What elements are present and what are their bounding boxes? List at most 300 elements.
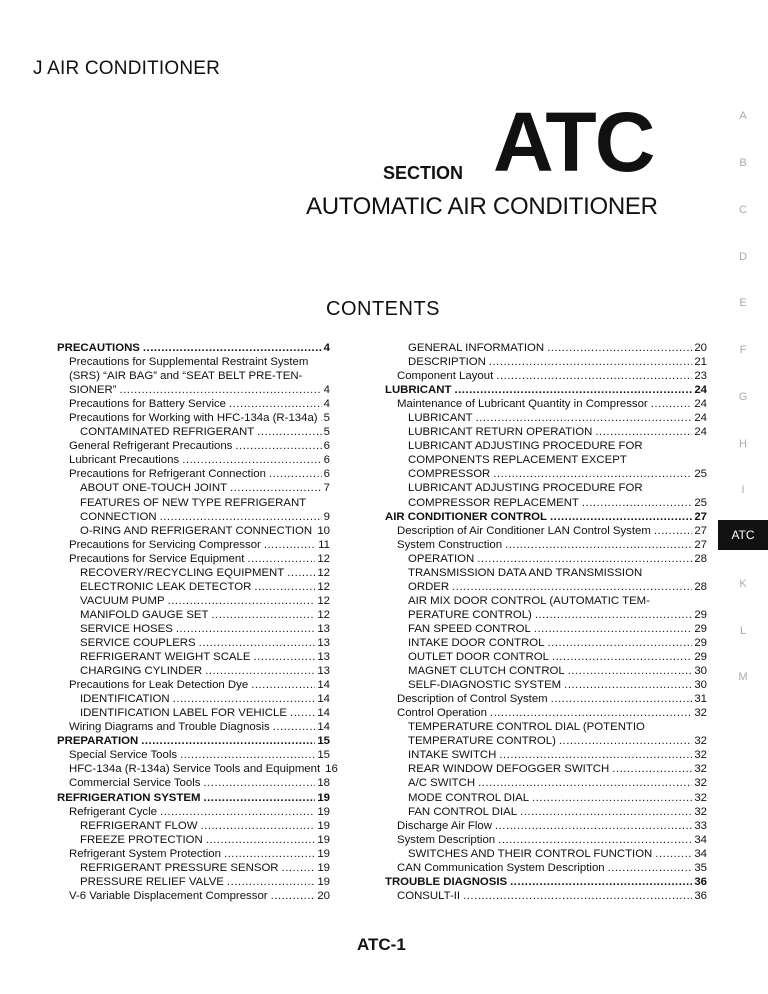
dot-leader	[269, 467, 322, 481]
toc-page-number: 36	[694, 889, 707, 902]
toc-entry-text: SIONER”	[69, 384, 117, 397]
section-tab-d[interactable]: D	[739, 251, 747, 263]
toc-entry-text: OPERATION	[408, 552, 475, 565]
toc-entry-row	[69, 538, 330, 552]
dot-leader	[173, 692, 316, 706]
toc-entry-text: Precautions for Service Equipment	[69, 552, 245, 565]
toc-page-number: 27	[694, 510, 707, 523]
toc-entry[interactable]	[57, 720, 330, 734]
toc-page-number: 21	[694, 356, 707, 369]
toc-entry-row	[408, 355, 707, 369]
toc-entry[interactable]	[57, 861, 330, 875]
toc-entry-text: CAN Communication System Description	[397, 861, 605, 874]
toc-page-number: 31	[694, 693, 707, 706]
toc-page-number: 33	[694, 819, 707, 832]
toc-page-number: 6	[323, 440, 330, 453]
toc-entry-text: PREPARATION	[57, 735, 139, 748]
dot-leader	[282, 861, 316, 875]
toc-entry[interactable]	[57, 650, 330, 664]
dot-leader	[235, 439, 321, 453]
dot-leader	[254, 580, 315, 594]
toc-entry[interactable]	[385, 622, 707, 636]
toc-entry-text: CONNECTION	[80, 510, 157, 523]
dot-leader	[203, 776, 315, 790]
toc-page-number: 36	[694, 875, 707, 888]
dot-leader	[229, 397, 322, 411]
toc-entry[interactable]	[385, 566, 707, 594]
toc-page-number: 19	[317, 791, 330, 804]
section-tab-f[interactable]: F	[739, 344, 747, 356]
dot-leader	[534, 622, 693, 636]
toc-page-number: 30	[694, 679, 707, 692]
toc-entry-row	[69, 552, 330, 566]
toc-entry[interactable]	[57, 734, 330, 748]
toc-page-number: 29	[694, 608, 707, 621]
toc-entry-row	[80, 875, 330, 889]
toc-entry-row	[69, 383, 330, 397]
toc-entry[interactable]	[57, 776, 330, 790]
toc-page-number: 14	[317, 679, 330, 692]
toc-entry-text: IDENTIFICATION LABEL FOR VEHICLE	[80, 707, 287, 720]
toc-entry-text: MANIFOLD GAUGE SET	[80, 608, 209, 621]
toc-entry-text: REFRIGERATION SYSTEM	[57, 791, 201, 804]
dot-leader	[206, 833, 316, 847]
toc-page-number: 14	[317, 693, 330, 706]
toc-entry-text: REFRIGERANT WEIGHT SCALE	[80, 651, 251, 664]
toc-entry[interactable]	[57, 847, 330, 861]
toc-entry[interactable]	[385, 748, 707, 762]
toc-entry[interactable]	[385, 875, 707, 889]
section-tab-c[interactable]: C	[739, 204, 747, 216]
toc-page-number: 32	[694, 707, 707, 720]
toc-entry-text: SWITCHES AND THEIR CONTROL FUNCTION	[408, 847, 653, 860]
toc-page-number: 11	[318, 538, 330, 551]
toc-entry[interactable]	[57, 608, 330, 622]
toc-entry[interactable]	[385, 706, 707, 720]
toc-entry-text: SERVICE COUPLERS	[80, 636, 196, 649]
toc-page-number: 12	[317, 608, 330, 621]
toc-entry[interactable]	[57, 580, 330, 594]
toc-entry-text: MODE CONTROL DIAL	[408, 791, 530, 804]
toc-page-number: 35	[694, 861, 707, 874]
toc-entry-text: COMPRESSOR REPLACEMENT	[408, 496, 579, 509]
toc-entry[interactable]	[57, 664, 330, 678]
toc-entry-text: Precautions for Refrigerant Connection	[69, 468, 266, 481]
toc-entry[interactable]	[385, 636, 707, 650]
toc-page-number: 6	[323, 468, 330, 481]
toc-page-number: 12	[317, 566, 330, 579]
section-tab-i[interactable]: I	[741, 484, 745, 496]
dot-leader	[520, 805, 692, 819]
toc-entry[interactable]	[385, 678, 707, 692]
toc-entry[interactable]	[385, 538, 707, 552]
toc-page-number: 16	[325, 763, 338, 776]
toc-entry-row	[80, 664, 330, 678]
toc-entry-row	[80, 566, 330, 580]
toc-entry-row	[408, 580, 707, 594]
dot-leader	[548, 636, 693, 650]
toc-entry[interactable]	[385, 383, 707, 397]
toc-page-number: 4	[323, 398, 330, 411]
dot-leader	[247, 552, 315, 566]
toc-page-number: 20	[317, 889, 330, 902]
dot-leader	[143, 341, 322, 355]
toc-entry-row	[69, 762, 338, 776]
toc-entry-text: REAR WINDOW DEFOGGER SWITCH	[408, 763, 610, 776]
toc-entry-row	[69, 805, 330, 819]
toc-entry-text: IDENTIFICATION	[80, 693, 170, 706]
toc-entry[interactable]	[385, 425, 707, 439]
toc-entry[interactable]	[57, 411, 330, 425]
toc-entry-text: TEMPERATURE CONTROL)	[408, 735, 556, 748]
dot-leader	[552, 650, 692, 664]
toc-page-number: 14	[317, 707, 330, 720]
toc-page-number: 32	[694, 763, 707, 776]
toc-entry-text: O-RING AND REFRIGERANT CONNECTION	[80, 524, 313, 537]
toc-entry-text: Commercial Service Tools	[69, 777, 201, 790]
toc-entry[interactable]	[385, 650, 707, 664]
toc-entry-text: Precautions for Working with HFC-134a (R-134a)	[69, 412, 318, 425]
dot-leader	[205, 664, 315, 678]
toc-entry-text: TRANSMISSION DATA AND TRANSMISSION	[408, 566, 643, 579]
toc-entry[interactable]	[385, 720, 707, 748]
toc-entry[interactable]	[385, 355, 707, 369]
section-tab-m[interactable]: M	[738, 671, 748, 683]
toc-page-number: 24	[694, 384, 707, 397]
toc-page-number: 5	[323, 412, 330, 425]
section-tab-a[interactable]: A	[739, 110, 747, 122]
toc-left-column	[57, 341, 338, 903]
toc-page-number: 30	[694, 665, 707, 678]
dot-leader	[550, 510, 692, 524]
toc-entry[interactable]	[57, 636, 330, 650]
toc-entry-row	[408, 636, 707, 650]
toc-entry[interactable]	[57, 524, 330, 538]
toc-entry[interactable]	[385, 552, 707, 566]
toc-entry-text: ABOUT ONE-TOUCH JOINT	[80, 482, 228, 495]
toc-page-number: 29	[694, 622, 707, 635]
dot-leader	[478, 776, 692, 790]
toc-entry[interactable]	[57, 467, 330, 481]
toc-entry[interactable]	[385, 397, 707, 411]
toc-page-number: 32	[694, 777, 707, 790]
toc-entry-row	[408, 467, 707, 481]
toc-entry-text: Refrigerant Cycle	[69, 805, 157, 818]
toc-entry-row	[69, 678, 330, 692]
toc-entry[interactable]	[57, 496, 330, 524]
toc-entry[interactable]	[385, 692, 707, 706]
toc-page-number: 32	[694, 735, 707, 748]
toc-entry-text: FAN CONTROL DIAL	[408, 805, 518, 818]
toc-entry[interactable]	[57, 889, 330, 903]
section-code: ATC	[493, 95, 654, 189]
toc-page-number: 19	[317, 819, 330, 832]
toc-entry-text: REFRIGERANT PRESSURE SENSOR	[80, 861, 279, 874]
toc-page-number: 6	[323, 454, 330, 467]
toc-entry-row	[397, 692, 707, 706]
dot-leader	[595, 425, 692, 439]
toc-entry[interactable]	[57, 594, 330, 608]
toc-entry-row	[80, 510, 330, 524]
dot-leader	[498, 833, 692, 847]
toc-entry-row	[408, 425, 707, 439]
toc-entry-row	[397, 538, 707, 552]
toc-entry[interactable]	[57, 875, 330, 889]
toc-entry-row	[69, 439, 330, 453]
toc-entry-text: General Refrigerant Precautions	[69, 440, 233, 453]
toc-entry-row	[385, 383, 707, 397]
toc-entry-text: TEMPERATURE CONTROL DIAL (POTENTIO	[408, 721, 645, 734]
toc-entry-row	[80, 425, 330, 439]
dot-leader	[201, 819, 316, 833]
toc-entry[interactable]	[57, 566, 330, 580]
toc-entry[interactable]	[385, 481, 707, 509]
toc-entry-row	[80, 650, 330, 664]
toc-entry[interactable]	[57, 762, 338, 776]
toc-entry[interactable]	[57, 819, 330, 833]
dot-leader	[499, 748, 692, 762]
toc-page-number: 5	[323, 426, 330, 439]
toc-entry-row	[408, 805, 707, 819]
toc-page-number: 12	[317, 594, 330, 607]
toc-entry-text: INTAKE DOOR CONTROL	[408, 636, 545, 649]
toc-entry[interactable]	[57, 425, 330, 439]
section-tab-b[interactable]: B	[739, 157, 747, 169]
toc-page-number: 24	[694, 398, 707, 411]
toc-page-number: 19	[317, 875, 330, 888]
toc-entry-row	[385, 875, 707, 889]
toc-entry-row	[69, 453, 330, 467]
dot-leader	[477, 552, 692, 566]
toc-entry-text: MAGNET CLUTCH CONTROL	[408, 665, 565, 678]
toc-entry-text: CONSULT-II	[397, 889, 461, 902]
section-label: SECTION	[383, 163, 464, 183]
dot-leader	[532, 791, 692, 805]
toc-entry[interactable]	[385, 791, 707, 805]
section-tab-l[interactable]: L	[739, 625, 747, 637]
dot-leader	[489, 355, 692, 369]
toc-page-number: 13	[317, 622, 330, 635]
toc-entry-row	[57, 734, 330, 748]
section-tab-e[interactable]: E	[739, 297, 747, 309]
toc-page-number: 32	[694, 791, 707, 804]
toc-entry-row	[80, 622, 330, 636]
dot-leader	[547, 341, 692, 355]
toc-entry-text: RECOVERY/RECYCLING EQUIPMENT	[80, 566, 285, 579]
toc-page-number: 19	[317, 805, 330, 818]
dot-leader	[180, 748, 315, 762]
dot-leader	[612, 762, 692, 776]
dot-leader	[608, 861, 693, 875]
toc-entry[interactable]	[57, 706, 330, 720]
toc-page-number: 19	[317, 847, 330, 860]
toc-page-number: 24	[694, 412, 707, 425]
toc-entry[interactable]	[385, 833, 707, 847]
toc-entry-row	[408, 734, 707, 748]
toc-entry-text: Component Layout	[397, 370, 494, 383]
toc-entry-row	[80, 861, 330, 875]
toc-entry[interactable]	[385, 762, 707, 776]
toc-entry-row	[408, 650, 707, 664]
toc-entry[interactable]	[385, 861, 707, 875]
section-tab-k[interactable]: K	[739, 578, 747, 590]
toc-entry-text: Discharge Air Flow	[397, 819, 492, 832]
toc-entry[interactable]	[385, 341, 707, 355]
toc-entry[interactable]	[385, 524, 707, 538]
toc-entry[interactable]	[57, 341, 330, 355]
toc-entry[interactable]	[385, 889, 707, 903]
toc-entry-row	[397, 369, 707, 383]
dot-leader	[655, 847, 692, 861]
toc-page-number: 25	[694, 468, 707, 481]
toc-entry-row	[408, 622, 707, 636]
toc-entry-text: Wiring Diagrams and Trouble Diagnosis	[69, 721, 270, 734]
toc-entry-row	[80, 481, 330, 495]
toc-page-number: 20	[694, 342, 707, 354]
toc-entry-text: Precautions for Servicing Compressor	[69, 538, 261, 551]
toc-entry[interactable]	[57, 622, 330, 636]
toc-entry[interactable]	[57, 439, 330, 453]
toc-entry[interactable]	[57, 355, 330, 397]
dot-leader	[476, 411, 693, 425]
toc-entry[interactable]	[385, 411, 707, 425]
toc-entry[interactable]	[57, 833, 330, 847]
toc-page-number: 23	[694, 370, 707, 383]
section-title: AUTOMATIC AIR CONDITIONER	[306, 193, 658, 220]
dot-leader	[257, 425, 321, 439]
toc-entry[interactable]	[385, 439, 707, 481]
toc-entry[interactable]	[57, 805, 330, 819]
dot-leader	[564, 678, 692, 692]
toc-entry[interactable]	[57, 552, 330, 566]
toc-entry[interactable]	[385, 664, 707, 678]
toc-entry[interactable]	[57, 692, 330, 706]
toc-entry-text: REFRIGERANT FLOW	[80, 819, 198, 832]
toc-entry[interactable]	[385, 805, 707, 819]
toc-entry-text: PRESSURE RELIEF VALVE	[80, 875, 224, 888]
toc-entry-text: FEATURES OF NEW TYPE REFRIGERANT	[80, 496, 307, 509]
toc-entry[interactable]	[385, 776, 707, 790]
toc-page-number: 29	[694, 636, 707, 649]
toc-entry-text: Precautions for Battery Service	[69, 398, 227, 411]
dot-leader	[495, 819, 692, 833]
dot-leader	[160, 510, 322, 524]
toc-page-number: 34	[694, 833, 707, 846]
toc-entry[interactable]	[57, 678, 330, 692]
toc-entry-row	[408, 678, 707, 692]
toc-entry-row	[397, 889, 707, 903]
toc-entry-row	[397, 397, 707, 411]
toc-entry-row	[397, 861, 707, 875]
toc-entry-row	[408, 411, 707, 425]
dot-leader	[224, 847, 315, 861]
toc-entry[interactable]	[385, 510, 707, 524]
toc-entry-text: DESCRIPTION	[408, 356, 486, 369]
dot-leader	[203, 791, 315, 805]
toc-page-number: 15	[317, 735, 330, 748]
toc-entry-row	[408, 791, 707, 805]
toc-entry-row	[397, 706, 707, 720]
toc-entry-text: Precautions for Supplemental Restraint System	[69, 356, 309, 369]
toc-entry-row	[80, 636, 330, 650]
toc-entry-row	[69, 776, 330, 790]
toc-entry-text: OUTLET DOOR CONTROL	[408, 651, 549, 664]
toc-entry-row	[397, 524, 707, 538]
toc-entry[interactable]	[385, 369, 707, 383]
toc-entry-text: HFC-134a (R-134a) Service Tools and Equipment	[69, 763, 321, 776]
section-tab-g[interactable]: G	[738, 391, 748, 403]
toc-entry-row	[80, 594, 330, 608]
toc-page-number: 19	[317, 833, 330, 846]
toc-entry-row	[408, 762, 707, 776]
toc-entry-text: SELF-DIAGNOSTIC SYSTEM	[408, 679, 562, 692]
toc-entry-text: V-6 Variable Displacement Compressor	[69, 889, 268, 902]
toc-entry-text: SERVICE HOSES	[80, 622, 173, 635]
toc-entry[interactable]	[57, 748, 330, 762]
toc-entry-text: CHARGING CYLINDER	[80, 665, 203, 678]
page-number: ATC-1	[357, 935, 406, 954]
toc-page-number: 4	[323, 384, 330, 397]
toc-page-number: 4	[323, 342, 330, 354]
toc-entry-row	[69, 411, 330, 425]
toc-entry-text: AIR MIX DOOR CONTROL (AUTOMATIC TEM-	[408, 594, 650, 607]
toc-entry[interactable]	[57, 791, 330, 805]
toc-entry-text: LUBRICANT ADJUSTING PROCEDURE FOR	[408, 440, 643, 453]
dot-leader	[141, 734, 315, 748]
section-tab-atc[interactable]: ATC	[718, 520, 768, 550]
toc-entry-row	[408, 496, 707, 510]
toc-entry[interactable]	[385, 819, 707, 833]
toc-entry-row	[408, 552, 707, 566]
toc-entry-row	[397, 819, 707, 833]
section-tab-h[interactable]: H	[739, 438, 747, 450]
toc-entry-text: Description of Control System	[397, 693, 548, 706]
toc-page-number: 27	[694, 538, 707, 551]
toc-right-column	[385, 341, 707, 903]
dot-leader	[454, 383, 692, 397]
toc-entry[interactable]	[385, 594, 707, 622]
toc-entry[interactable]	[57, 481, 330, 495]
toc-entry-row	[80, 819, 330, 833]
toc-entry-text: FAN SPEED CONTROL	[408, 622, 531, 635]
toc-entry-row	[408, 776, 707, 790]
toc-entry-text: LUBRICANT RETURN OPERATION	[408, 426, 593, 439]
toc-entry-row	[408, 608, 707, 622]
toc-entry[interactable]	[57, 453, 330, 467]
toc-entry-text: TROUBLE DIAGNOSIS	[385, 875, 508, 888]
dot-leader	[168, 594, 316, 608]
toc-entry-text: Control Operation	[397, 707, 487, 720]
toc-page-number: 15	[317, 749, 330, 762]
toc-page-number: 19	[317, 861, 330, 874]
toc-entry-row	[69, 847, 330, 861]
toc-entry[interactable]	[57, 538, 330, 552]
toc-page-number: 28	[694, 580, 707, 593]
toc-entry-row	[80, 524, 330, 538]
toc-entry-text: LUBRICANT	[385, 384, 452, 397]
toc-entry-row	[385, 510, 707, 524]
toc-entry-row	[80, 706, 330, 720]
toc-entry-text: GENERAL INFORMATION	[408, 342, 545, 354]
toc-entry-text: FREEZE PROTECTION	[80, 833, 203, 846]
dot-leader	[582, 496, 692, 510]
dot-leader	[119, 383, 321, 397]
dot-leader	[160, 805, 315, 819]
toc-entry[interactable]	[57, 397, 330, 411]
toc-entry-row	[69, 889, 330, 903]
toc-entry[interactable]	[385, 847, 707, 861]
dot-leader	[463, 889, 692, 903]
